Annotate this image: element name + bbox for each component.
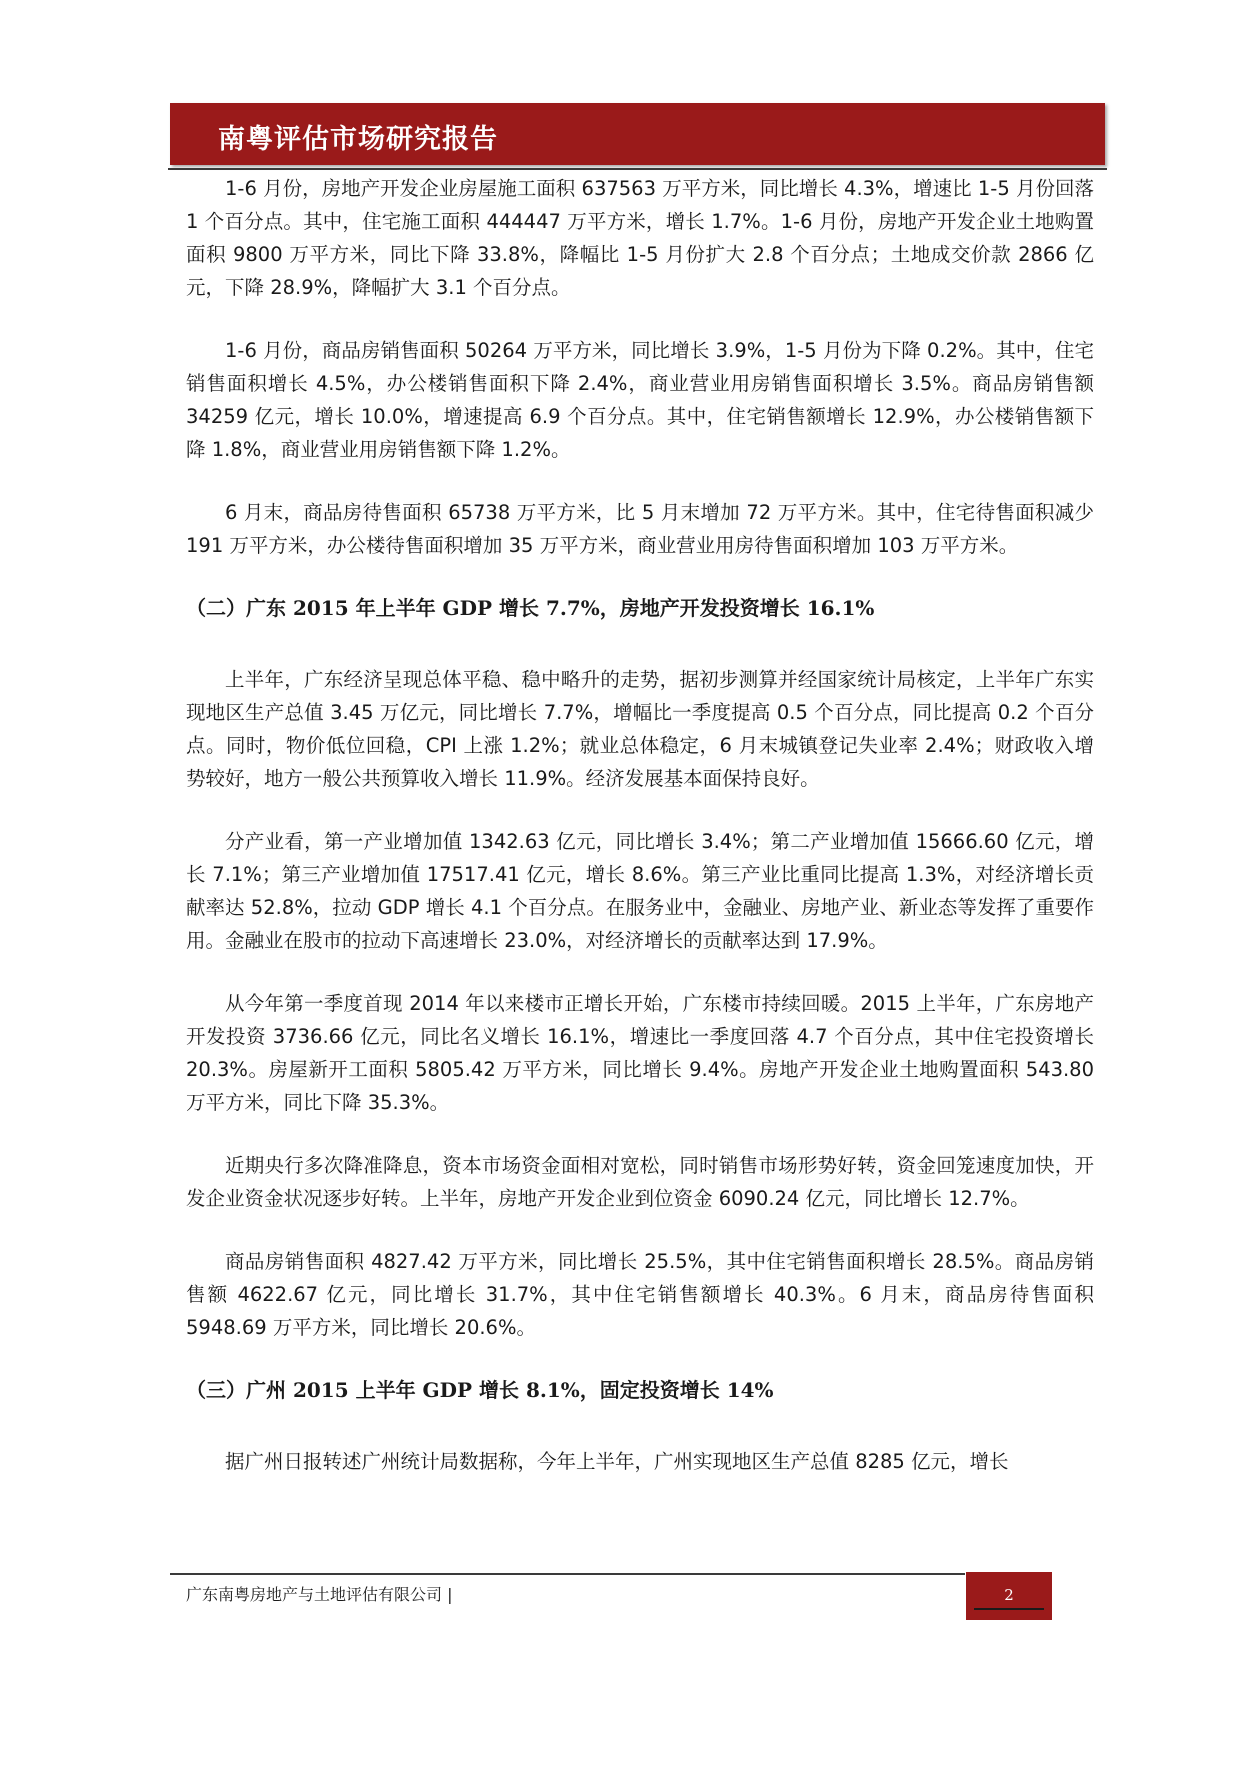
page-number-box <box>966 1572 1052 1620</box>
header-divider <box>168 168 1107 170</box>
paragraph-guangdong-funds: 近期央行多次降准降息，资本市场资金面相对宽松，同时销售市场形势好转，资金回笼速度加快，开发企业资金状况逐步好转。上半年，房地产开发企业到位资金 6090.24 亿元，同比增长 12.7%。 <box>186 1154 1094 1210</box>
section-heading-guangzhou: （三）广州 2015 上半年 GDP 增长 8.1%，固定投资增长 14% <box>186 1378 774 1402</box>
footer-divider <box>170 1573 965 1575</box>
page-number: 2 <box>1004 1586 1014 1604</box>
section-heading-guangdong: （二）广东 2015 年上半年 GDP 增长 7.7%，房地产开发投资增长 16.1% <box>186 596 875 620</box>
footer-company-name: 广东南粤房地产与土地评估有限公司 | <box>186 1585 453 1604</box>
paragraph-guangdong-economy: 上半年，广东经济呈现总体平稳、稳中略升的走势，据初步测算并经国家统计局核定，上半年广东实现地区生产总值 3.45 万亿元，同比增长 7.7%，增幅比一季度提高 0.5 个百分点，同比提高 0.2 个百分点。同时，物价低位回稳，CPI 上涨 1.2%；就业总体稳定，6 月末城镇登记失业率 2.4%；财政收入增势较好，地方一般公共预算收入增长 11.9%。经济发展基本面保持良好。 <box>186 668 1094 790</box>
report-title: 南粤评估市场研究报告 <box>218 124 498 155</box>
paragraph-construction-area: 1-6 月份，房地产开发企业房屋施工面积 637563 万平方米，同比增长 4.3%，增速比 1-5 月份回落 1 个百分点。其中，住宅施工面积 444447 万平方米，增长 1.7%。1-6 月份，房地产开发企业土地购置面积 9800 万平方米，同比下降 33.8%，降幅比 1-5 月份扩大 2.8 个百分点；土地成交价款 2866 亿元，下降 28.9%，降幅扩大 3.1 个百分点。 <box>186 177 1094 299</box>
paragraph-guangdong-industries: 分产业看，第一产业增加值 1342.63 亿元，同比增长 3.4%；第二产业增加值 15666.60 亿元，增长 7.1%；第三产业增加值 17517.41 亿元，增长 8.6%。第三产业比重同比提高 1.3%，对经济增长贡献率达 52.8%，拉动 GDP 增长 4.1 个百分点。在服务业中，金融业、房地产业、新业态等发挥了重要作用。金融业在股市的拉动下高速增长 23.0%，对经济增长的贡献率达到 17.9%。 <box>186 830 1094 952</box>
paragraph-sales-area: 1-6 月份，商品房销售面积 50264 万平方米，同比增长 3.9%，1-5 月份为下降 0.2%。其中，住宅销售面积增长 4.5%，办公楼销售面积下降 2.4%，商业营业用房销售面积增长 3.5%。商品房销售额 34259 亿元，增长 10.0%，增速提高 6.9 个百分点。其中，住宅销售额增长 12.9%，办公楼销售额下降 1.8%，商业营业用房销售额下降 1.2%。 <box>186 339 1094 461</box>
report-body <box>186 172 1094 1508</box>
paragraph-guangdong-sales: 商品房销售面积 4827.42 万平方米，同比增长 25.5%，其中住宅销售面积增长 28.5%。商品房销售额 4622.67 亿元，同比增长 31.7%，其中住宅销售额增长 40.3%。6 月末，商品房待售面积 5948.69 万平方米，同比增长 20.6%。 <box>186 1250 1094 1339</box>
paragraph-guangdong-investment: 从今年第一季度首现 2014 年以来楼市正增长开始，广东楼市持续回暖。2015 上半年，广东房地产开发投资 3736.66 亿元，同比名义增长 16.1%，增速比一季度回落 4.7 个百分点，其中住宅投资增长 20.3%。房屋新开工面积 5805.42 万平方米，同比增长 9.4%。房地产开发企业土地购置面积 543.80 万平方米，同比下降 35.3%。 <box>186 992 1094 1114</box>
report-header-bar <box>170 103 1105 165</box>
page-number-underline <box>974 1608 1044 1610</box>
paragraph-unsold-area: 6 月末，商品房待售面积 65738 万平方米，比 5 月末增加 72 万平方米。其中，住宅待售面积减少 191 万平方米，办公楼待售面积增加 35 万平方米，商业营业用房待售面积增加 103 万平方米。 <box>186 501 1094 557</box>
paragraph-guangzhou-gdp: 据广州日报转述广州统计局数据称，今年上半年，广州实现地区生产总值 8285 亿元，增长 <box>225 1450 1009 1473</box>
